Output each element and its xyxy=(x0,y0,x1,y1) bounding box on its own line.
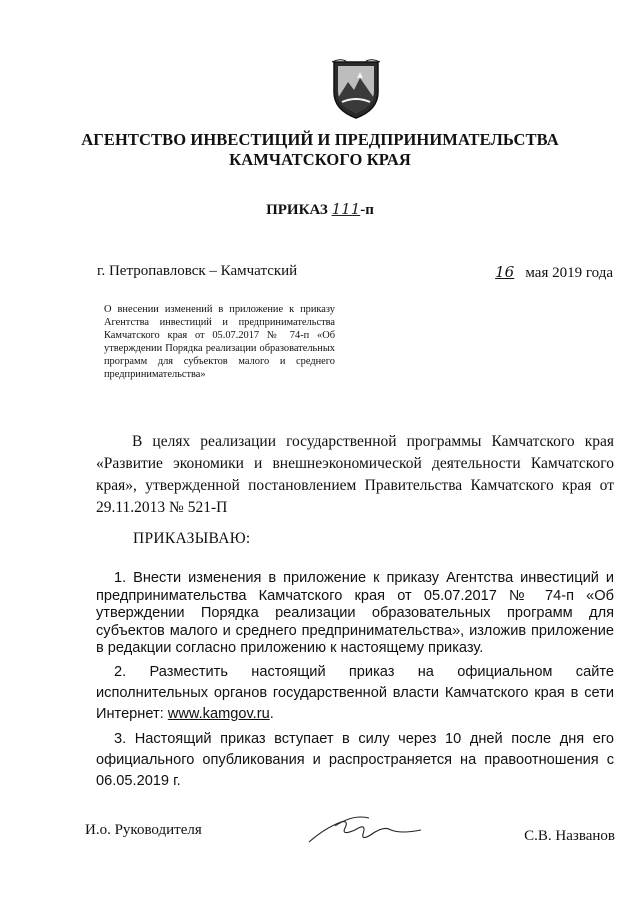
orders-heading: ПРИКАЗЫВАЮ: xyxy=(133,530,251,547)
agency-name-line1: АГЕНТСТВО ИНВЕСТИЦИЙ И ПРЕДПРИНИМАТЕЛЬСТВА xyxy=(81,130,559,149)
preamble-paragraph: В целях реализации государственной программы Камчатского края «Развитие экономики и внешнеэкономической деятельности Камчатского края», утвержденной постановлением Правительства Камчатского края от 29.11.2013 № 521-П xyxy=(96,433,614,516)
order-items xyxy=(96,570,614,796)
order-title xyxy=(0,200,640,219)
city: г. Петропавловск – Камчатский xyxy=(97,263,298,279)
order-subject: О внесении изменений в приложение к приказу Агентства инвестиций и предпринимательства Камчатского края от 05.07.2017 № 74-п «Об утверждении Порядка реализации образовательных программ для субъектов малого и среднего предпринимательства» xyxy=(104,304,335,380)
date-day: 16 xyxy=(495,263,515,281)
signatory-name: С.В. Названов xyxy=(524,828,615,844)
order-suffix: -п xyxy=(360,202,374,218)
signatory-role: И.о. Руководителя xyxy=(85,822,202,838)
order-item-1: 1. Внести изменения в приложение к приказу Агентства инвестиций и предпринимательства Камчатского края от 05.07.2017 № 74-п «Об утверждении Порядка реализации образовательных программ для субъектов малого и среднего предпринимательства», изложив приложение в редакции согласно приложению к настоящему приказу. xyxy=(96,570,614,656)
order-item-2 xyxy=(96,662,614,725)
order-item-3: 3. Настоящий приказ вступает в силу через 10 дней после дня его официального опубликования и распространяется на правоотношения с 06.05.2019 г. xyxy=(96,730,614,789)
kamgov-link[interactable]: www.kamgov.ru xyxy=(167,705,270,722)
handwritten-signature xyxy=(305,808,425,848)
agency-name-line2: КАМЧАТСКОГО КРАЯ xyxy=(229,150,411,169)
order-label: ПРИКАЗ xyxy=(266,202,328,218)
order-item-2-end: . xyxy=(269,705,274,722)
order-number: 111 xyxy=(331,200,361,218)
date-month-year: мая 2019 года xyxy=(525,265,613,281)
order-item-2-text: 2. Разместить настоящий приказ на официальном сайте исполнительных органов государственной власти Камчатского края в сети Интернет: xyxy=(96,663,614,722)
order-date xyxy=(488,263,613,282)
coat-of-arms-icon xyxy=(330,58,382,120)
